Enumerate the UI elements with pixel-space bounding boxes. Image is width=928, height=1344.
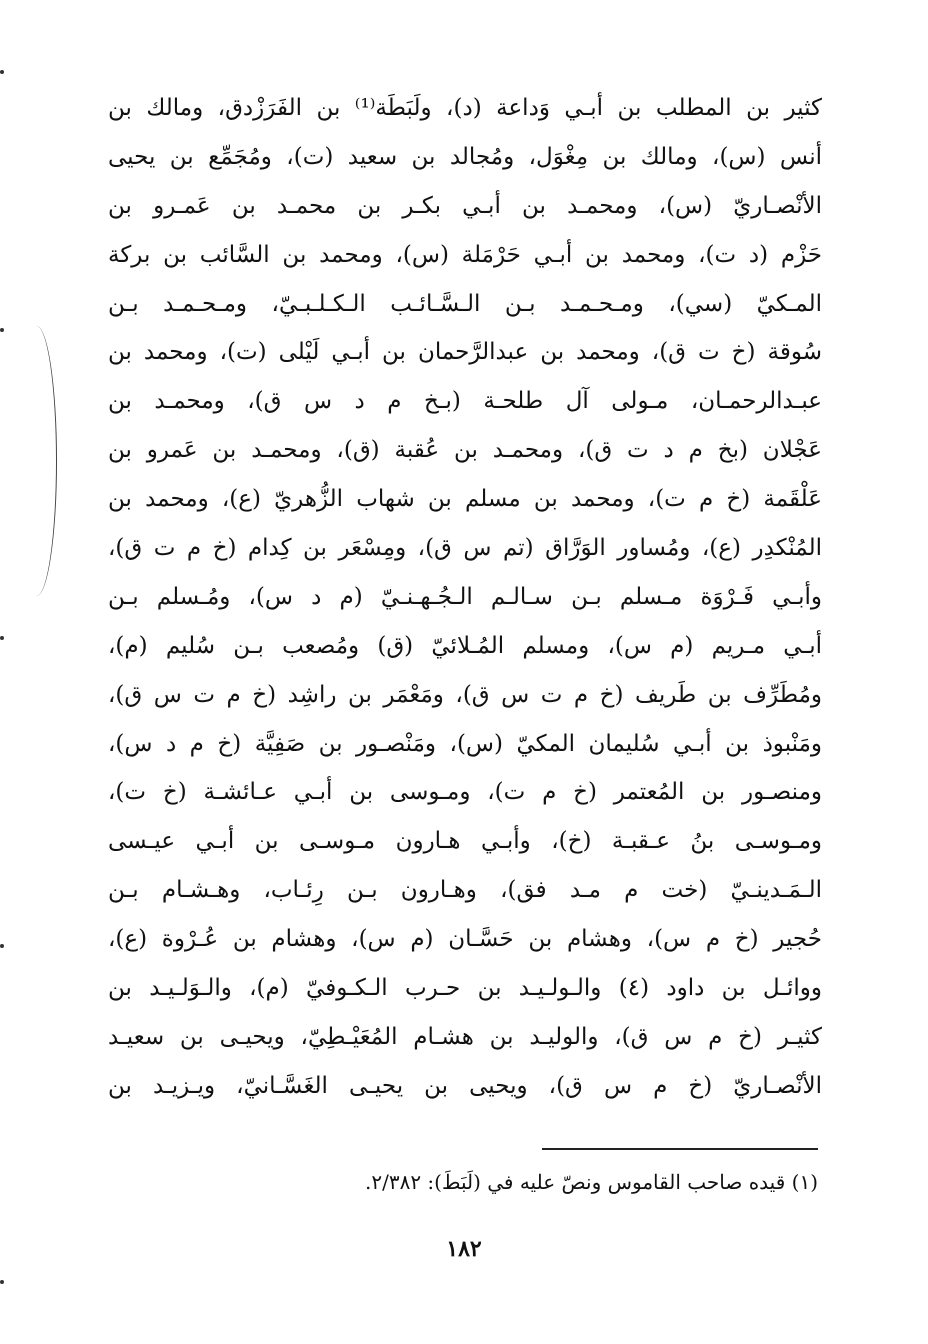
text-line: أنس (س)، ومالك بن مِغْوَل، ومُجالد بن سعيد (ت)، ومُجَمِّع بن يحيى — [108, 143, 822, 170]
page-edge-shadow — [16, 326, 57, 596]
text-line: ووائـل بن داود (٤) والـولـيـد بن حـرب الـكـوفيّ (م)، والـوَلـيـد بن — [108, 975, 822, 1002]
text-line: حُجير (خ م س)، وهشام بن حَسَّـان (م س)، وهشام بن عُـرْوة (ع)، — [108, 926, 822, 953]
text-line: الـمَـدينـيّ (خت م مـد فق)، وهـارون بـن رِئـاب، وهـشـام بـن — [108, 877, 822, 904]
text-line: ٰكثير بن المطلب بن أبـي وَداعة (د)، ولَبَطَة⁽¹⁾ بن الفَرَزْدق، ومالك بن — [108, 95, 822, 121]
text-line: أبـي مـريم (م س)، ومسلم المُـلائيّ (ق) ومُصعب بـن سُليم (م)، — [108, 632, 822, 659]
margin-dot — [0, 328, 4, 332]
text-line: وأبـي فَـرْوَة مـسلم بـن سـالـم الـجُـهـنـيّ (م د س)، ومُـسلم بـن — [108, 583, 822, 610]
text-line: ومَنْبوذ بن أبـي سُليمان المكيّ (س)، ومَنْصـور بن صَفِيَّة (خ م د س)، — [108, 730, 822, 757]
text-line: عَجْلان (بخ م د ت ق)، ومحمـد بن عُقبة (ق)، ومحمـد بن عَمرو بن — [108, 437, 822, 464]
page-number: ١٨٢ — [446, 1236, 482, 1262]
margin-dot — [0, 1280, 4, 1284]
text-line: ومـوسـى بنُ عـقبـة (خ)، وأبـي هـارون مـوسـى بن أبـي عيـسى — [108, 828, 822, 855]
margin-dot — [0, 70, 4, 74]
footnote: (١) قيده صاحب القاموس ونصّ عليه في (لَبَطَ): ٢/٣٨٢. — [365, 1170, 818, 1194]
margin-dot — [0, 636, 4, 640]
text-line: ومُطَرِّف بن طَريف (خ م ت س ق)، ومَعْمَر بن راشِد (خ م ت س ق)، — [108, 681, 822, 708]
text-line: الأنْصـاريّ (س)، ومحمـد بن أبـي بكـر بن محمـد بن عَمـرو بن — [108, 192, 822, 219]
margin-dot — [0, 944, 4, 948]
footnote-separator — [542, 1148, 818, 1150]
text-line: عبـدالرحمـان، مـولى آل طلحـة (بـخ م د س ق)، ومحمـد بن — [108, 388, 822, 415]
text-line: كثيـر (خ م س ق)، والوليـد بن هشـام المُعَيْـطِيّ، ويحيـى بن سعيـد — [108, 1023, 822, 1050]
text-line: المُنْكدِر (ع)، ومُساور الوَرَّاق (تم س ق)، ومِسْعَر بن كِدام (خ م ت ق)، — [108, 535, 822, 562]
text-line: ومنصـور بن المُعتمر (خ م ت)، ومـوسى بن أبـي عـائشـة (خ ت)، — [108, 779, 822, 806]
text-line: سُوقة (خ ت ق)، ومحمد بن عبدالرَّحمان بن أبـي لَيْلى (ت)، ومحمد بن — [108, 339, 822, 366]
text-line: المـكيّ (سي)، ومـحـمـد بـن الـسَّـائـب الـكـلـبـيّ، ومـحـمـد بـن — [108, 290, 822, 317]
main-text-block — [108, 84, 822, 1111]
text-line: الأنْصـاريّ (خ م س ق)، ويحيى بن يحيـى الغَسَّـانيّ، ويـزيـد بن — [108, 1072, 822, 1099]
text-line: عَلْقَمة (خ م ت)، ومحمد بن مسلم بن شهاب الزُّهريّ (ع)، ومحمد بن — [108, 486, 822, 513]
text-line: حَزْم (د ت)، ومحمد بن أبـي حَرْمَلة (س)، ومحمد بن السَّائب بن بركة — [108, 241, 822, 268]
